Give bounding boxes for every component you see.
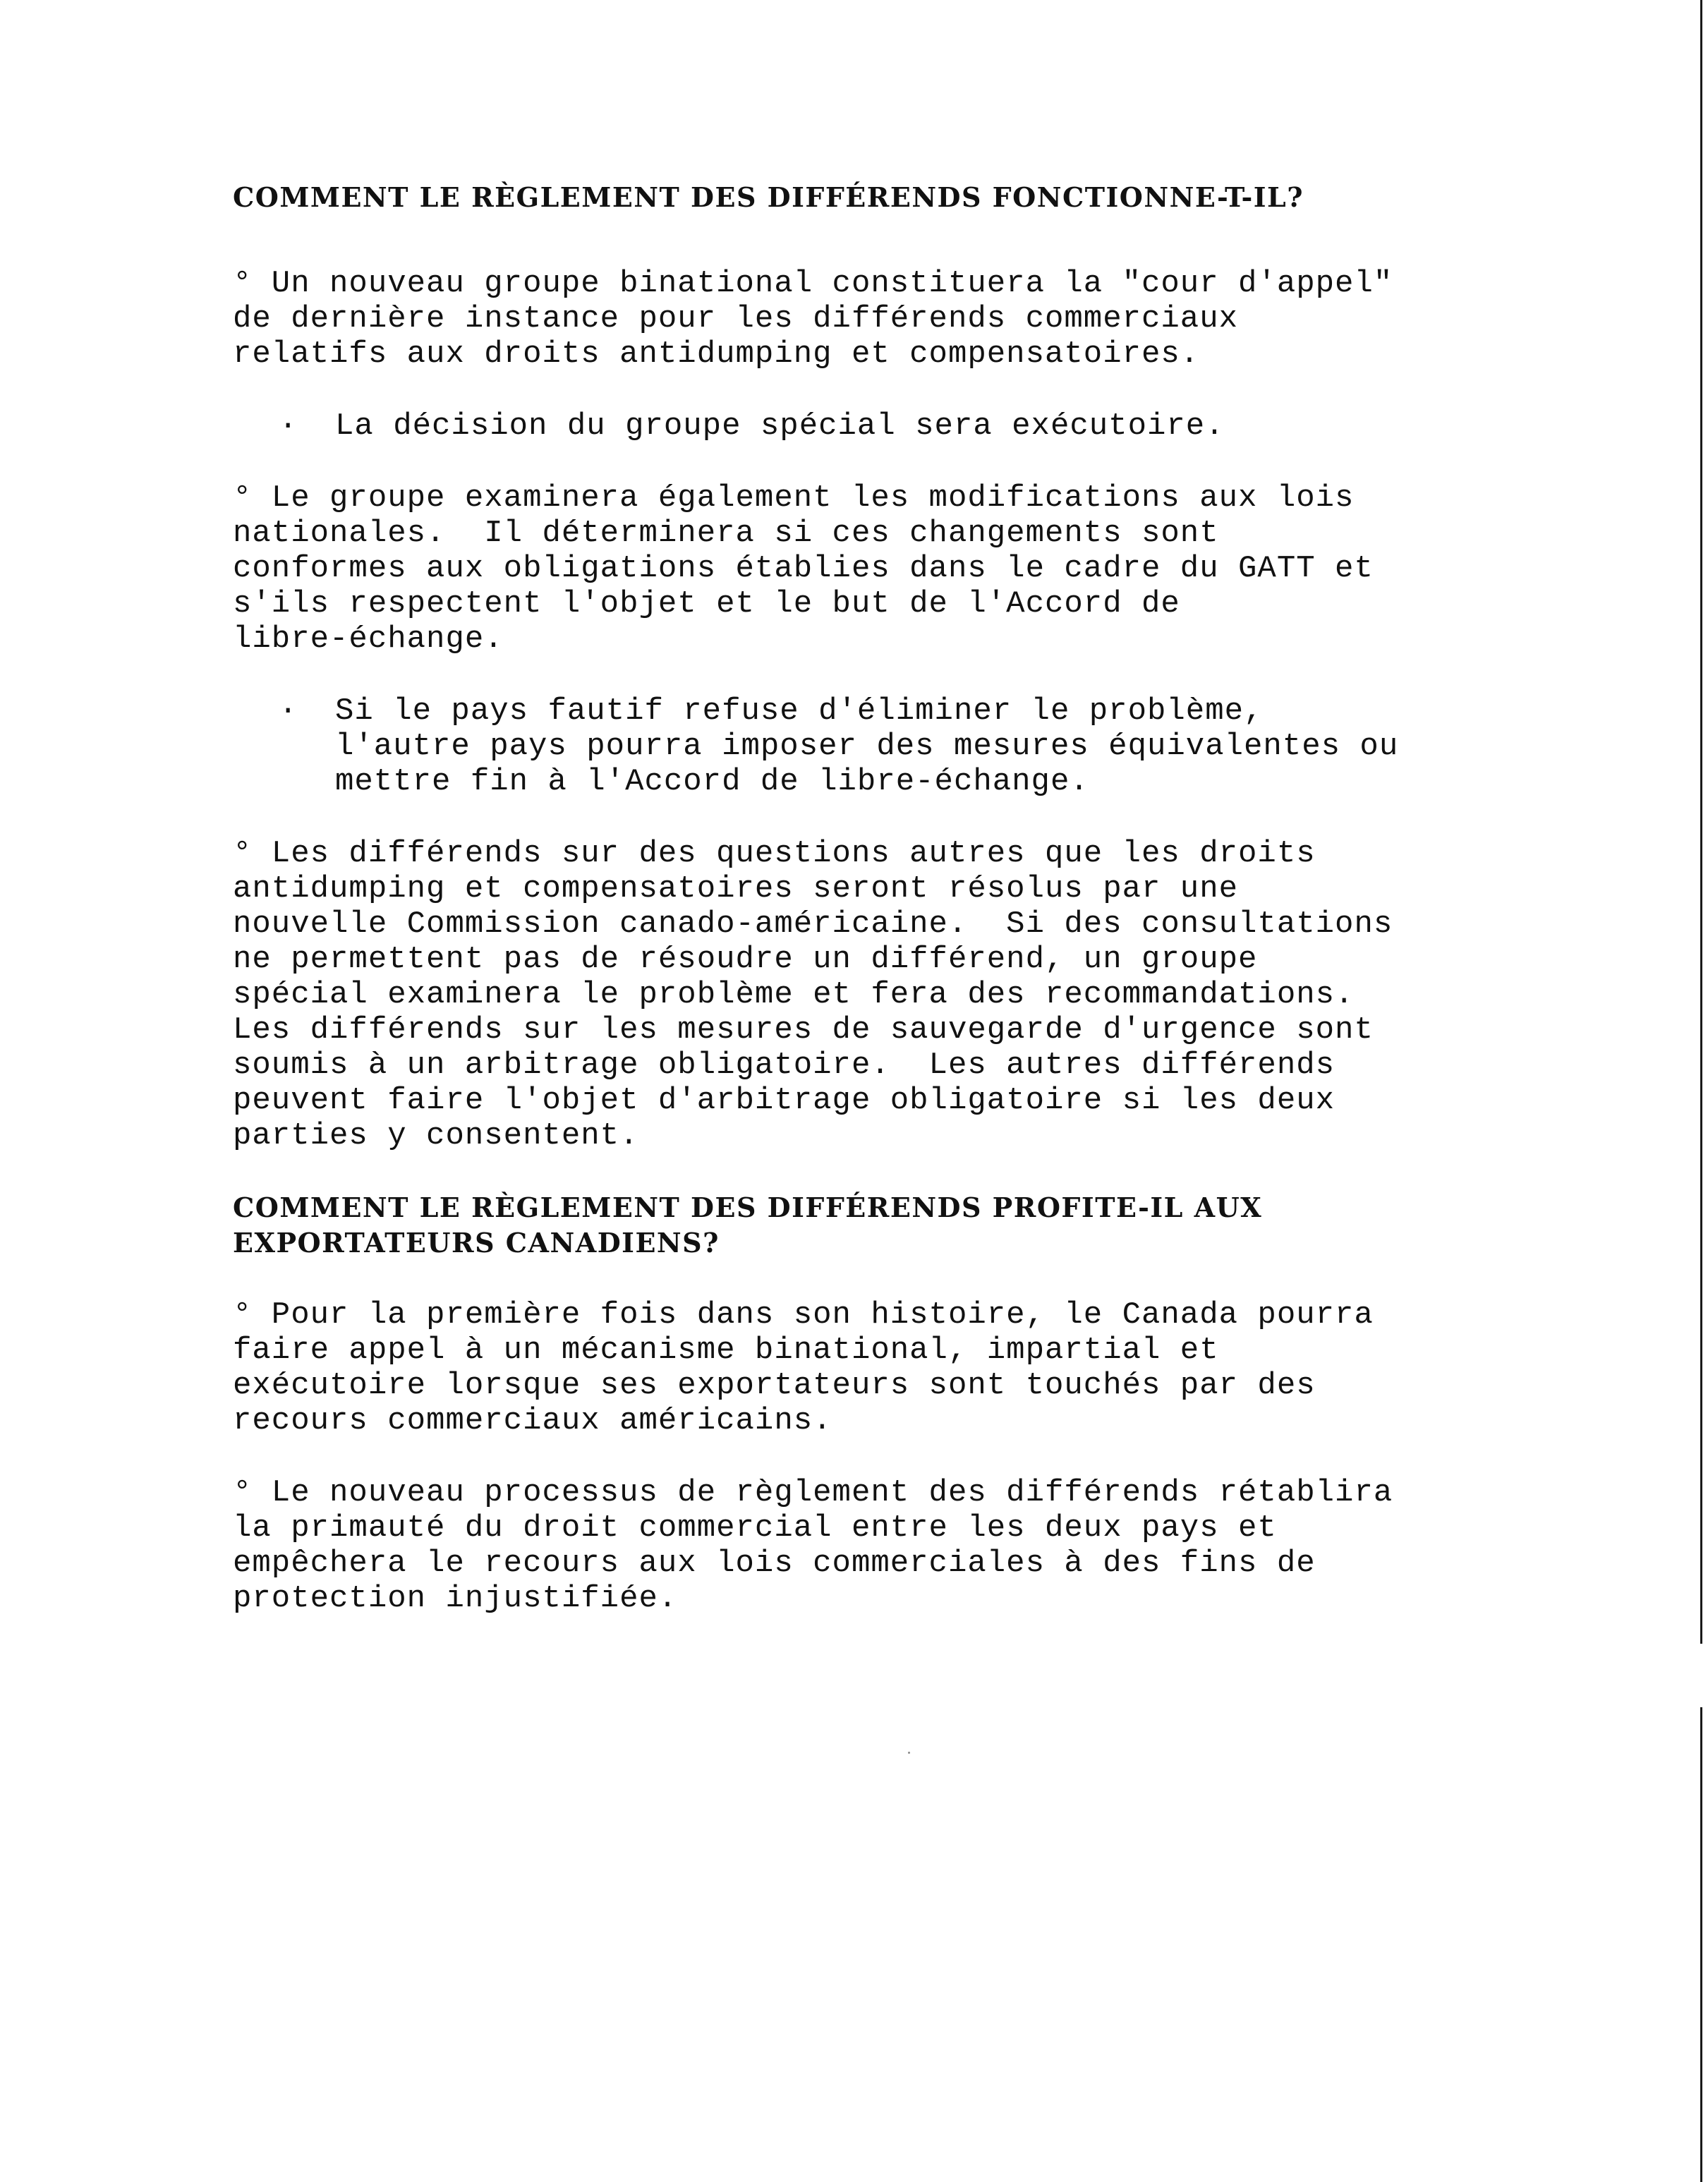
heading-benefits-to-exporters: COMMENT LE RÈGLEMENT DES DIFFÉRENDS PROFITE-IL AUX EXPORTATEURS CANADIENS? [233,1192,1263,1259]
document-body [233,180,1573,1616]
paragraph-law-amendments: ° Le groupe examinera également les modifications aux lois nationales. Il déterminera si ces changements sont conformes aux obligations établies dans le cadre du GATT et s'ils respectent l'objet et le but de l'Accord de libre-échange. [233,480,1374,657]
paragraph-other-disputes: ° Les différends sur des questions autres que les droits antidumping et compensatoires seront résolus par une nouvelle Commission canado-américaine. Si des consultations ne permettent pas de résoudre un différend, un groupe spécial examinera le problème et fera des recommandations. Les différends sur les mesures de sauvegarde d'urgence sont soumis à un arbitrage obligatoire. Les autres différends peuvent faire l'objet d'arbitrage obligatoire si les deux parties y consentent. [233,836,1393,1153]
bullet-marker: · [279,408,298,444]
bullet-marker: · [279,693,298,729]
paragraph-first-time: ° Pour la première fois dans son histoire, le Canada pourra faire appel à un mécanisme binational, impartial et exécutoire lorsque ses exportateurs sont touchés par des recours commerciaux américains. [233,1297,1374,1438]
page-edge-gap [1699,1644,1704,1707]
heading-how-dispute-settlement-works: COMMENT LE RÈGLEMENT DES DIFFÉRENDS FONCTIONNE-T-IL? [233,181,1304,213]
sub-item-binding-decision [233,408,1573,444]
sub-item-text: La décision du groupe spécial sera exécutoire. [335,408,1225,444]
page-edge-line [1700,0,1702,2182]
scan-speck [908,1752,910,1754]
sub-item-equivalent-measures [233,693,1573,799]
paragraph-binational-panel: ° Un nouveau groupe binational constituera la "cour d'appel" de dernière instance pour les différends commerciaux relatifs aux droits antidumping et compensatoires. [233,266,1393,372]
paragraph-rule-of-law: ° Le nouveau processus de règlement des différends rétablira la primauté du droit commercial entre les deux pays et empêchera le recours aux lois commerciales à des fins de protection injustifiée. [233,1475,1393,1616]
sub-item-text: Si le pays fautif refuse d'éliminer le problème, l'autre pays pourra imposer des mesures équivalentes ou mettre fin à l'Accord de libre-échange. [335,693,1399,799]
